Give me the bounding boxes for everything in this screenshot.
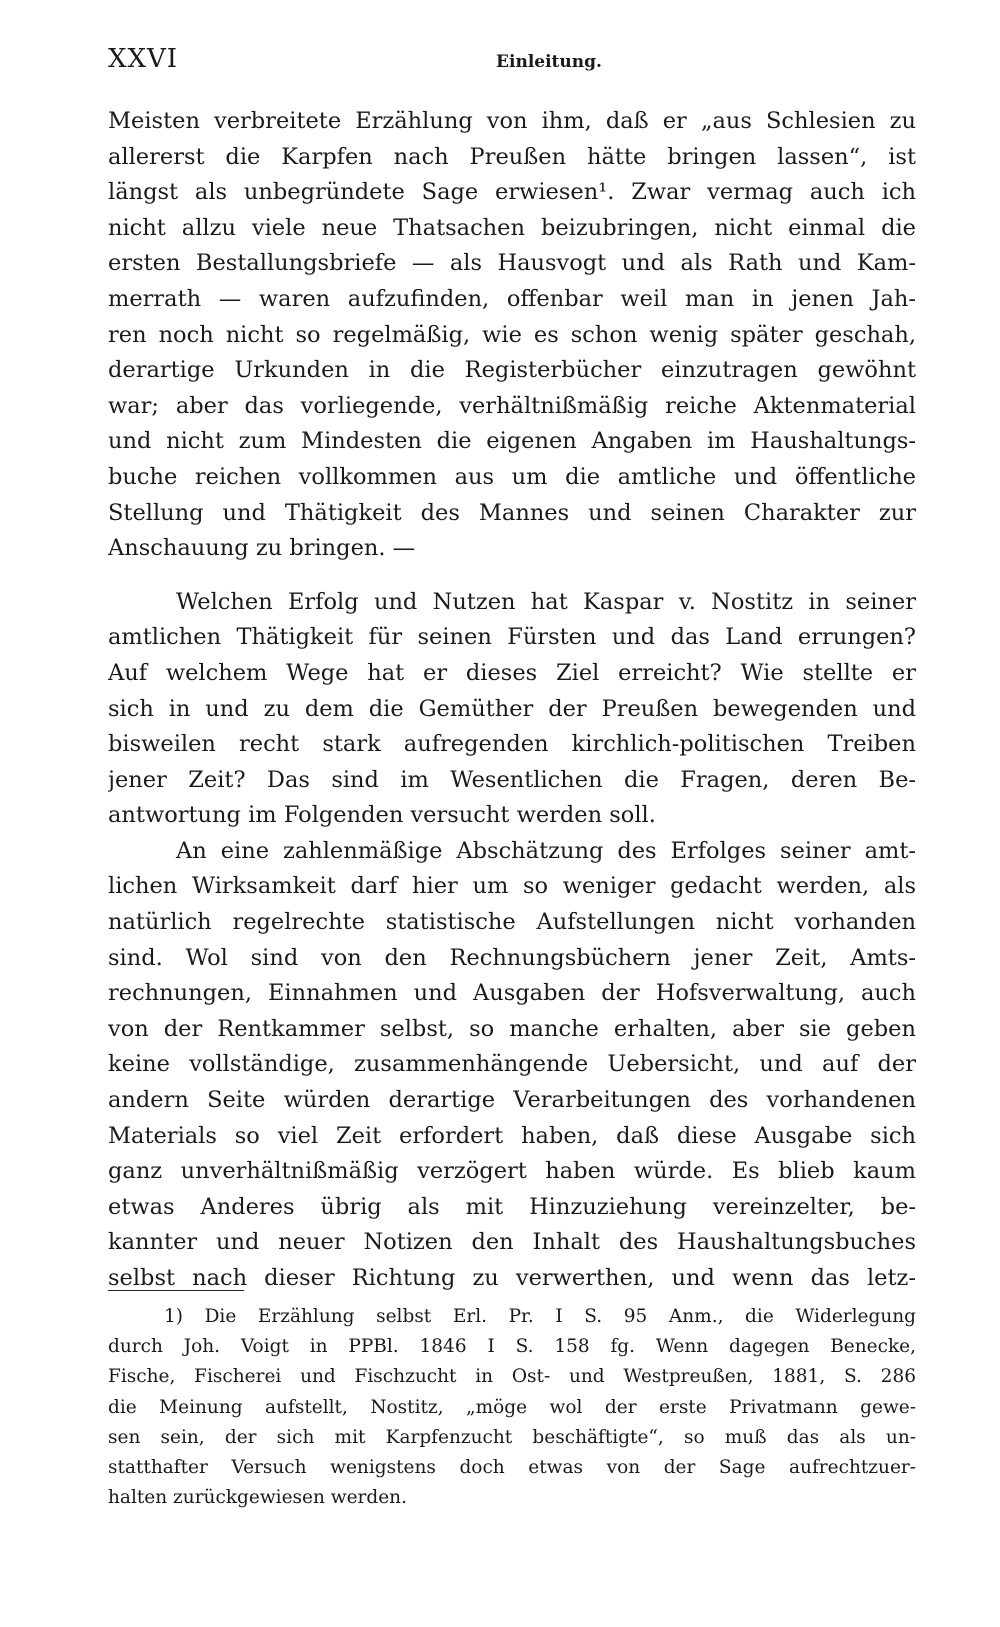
- text-line: lichen Wirksamkeit darf hier um so weniger gedacht werden, als: [108, 873, 916, 900]
- text-line: Materials so viel Zeit erfordert haben, daß diese Ausgabe sich: [108, 1122, 916, 1149]
- footnote-line: Fische, Fischerei und Fischzucht in Ost- und Westpreußen, 1881, S. 286: [108, 1366, 916, 1388]
- text-line: ganz unverhältnißmäßig verzögert haben würde. Es blieb kaum: [108, 1158, 916, 1185]
- text-line: Welchen Erfolg und Nutzen hat Kaspar v. Nostitz in seiner: [176, 588, 916, 615]
- text-line: allererst die Karpfen nach Preußen hätte bringen lassen“, ist: [108, 143, 916, 170]
- running-title: Einleitung.: [496, 52, 602, 72]
- footnote-line: die Meinung aufstellt, Nostitz, „möge wol der erste Privatmann gewe-: [108, 1396, 916, 1418]
- page-header: [108, 44, 920, 84]
- text-line: sich in und zu dem die Gemüther der Preußen bewegenden und: [108, 695, 916, 722]
- text-line: von der Rentkammer selbst, so manche erhalten, aber sie geben: [108, 1015, 916, 1042]
- footnote: [108, 1302, 916, 1513]
- text-line: amtlichen Thätigkeit für seinen Fürsten und das Land errungen?: [108, 624, 916, 651]
- text-line: längst als unbegründete Sage erwiesen¹. Zwar vermag auch ich: [108, 179, 916, 206]
- footnote-rule: [108, 1290, 244, 1291]
- text-line: bisweilen recht stark aufregenden kirchlich-politischen Treiben: [108, 731, 916, 758]
- text-line: derartige Urkunden in die Registerbücher einzutragen gewöhnt: [108, 357, 916, 384]
- page-number: XXVI: [108, 44, 179, 74]
- text-line: Auf welchem Wege hat er dieses Ziel erreicht? Wie stellte er: [108, 659, 916, 686]
- text-line: merrath — waren aufzufinden, offenbar weil man in jenen Jah-: [108, 285, 916, 312]
- paragraph: [108, 585, 916, 834]
- text-line: Stellung und Thätigkeit des Mannes und seinen Charakter zur: [108, 499, 916, 526]
- footnote-line: statthafter Versuch wenigstens doch etwas von der Sage aufrechtzuer-: [108, 1456, 916, 1478]
- text-line: Meisten verbreitete Erzählung von ihm, daß er „aus Schlesien zu: [108, 108, 916, 134]
- text-line: nicht allzu viele neue Thatsachen beizubringen, nicht einmal die: [108, 214, 916, 241]
- text-line: keine vollständige, zusammenhängende Uebersicht, und auf der: [108, 1051, 916, 1078]
- text-line: andern Seite würden derartige Verarbeitungen des vorhandenen: [108, 1087, 916, 1114]
- text-line: buche reichen vollkommen aus um die amtliche und öffentliche: [108, 463, 916, 490]
- text-line: und nicht zum Mindesten die eigenen Angaben im Haushaltungs-: [108, 428, 916, 455]
- text-line: Anschauung zu bringen. —: [108, 535, 416, 562]
- paragraph-gap: [108, 567, 916, 585]
- footnote-line: halten zurückgewiesen werden.: [108, 1487, 407, 1509]
- text-line: antwortung im Folgenden versucht werden soll.: [108, 802, 656, 829]
- paragraph: [108, 104, 916, 567]
- text-line: war; aber das vorliegende, verhältnißmäßig reiche Aktenmaterial: [108, 392, 916, 419]
- text-line: sind. Wol sind von den Rechnungsbüchern jener Zeit, Amts-: [108, 944, 916, 971]
- footnote-line: 1) Die Erzählung selbst Erl. Pr. I S. 95 Anm., die Widerlegung: [164, 1306, 916, 1327]
- text-line: etwas Anderes übrig als mit Hinzuziehung vereinzelter, be-: [108, 1193, 916, 1220]
- paragraph: [108, 834, 916, 1297]
- text-line: selbst nach dieser Richtung zu verwerthen, und wenn das letz-: [108, 1265, 916, 1291]
- footnote-line: sen sein, der sich mit Karpfenzucht beschäftigte“, so muß das als un-: [108, 1426, 916, 1448]
- text-line: kannter und neuer Notizen den Inhalt des Haushaltungsbuches: [108, 1229, 916, 1256]
- text-line: ren noch nicht so regelmäßig, wie es schon wenig später geschah,: [108, 321, 916, 348]
- text-line: rechnungen, Einnahmen und Ausgaben der Hofsverwaltung, auch: [108, 980, 916, 1007]
- text-line: jener Zeit? Das sind im Wesentlichen die Fragen, deren Be-: [108, 766, 916, 793]
- main-text: [108, 104, 916, 1297]
- text-line: natürlich regelrechte statistische Aufstellungen nicht vorhanden: [108, 909, 916, 936]
- text-line: ersten Bestallungsbriefe — als Hausvogt und als Rath und Kam-: [108, 250, 916, 277]
- footnote-line: durch Joh. Voigt in PPBl. 1846 I S. 158 fg. Wenn dagegen Benecke,: [108, 1336, 916, 1358]
- text-line: An eine zahlenmäßige Abschätzung des Erfolges seiner amt-: [176, 837, 916, 864]
